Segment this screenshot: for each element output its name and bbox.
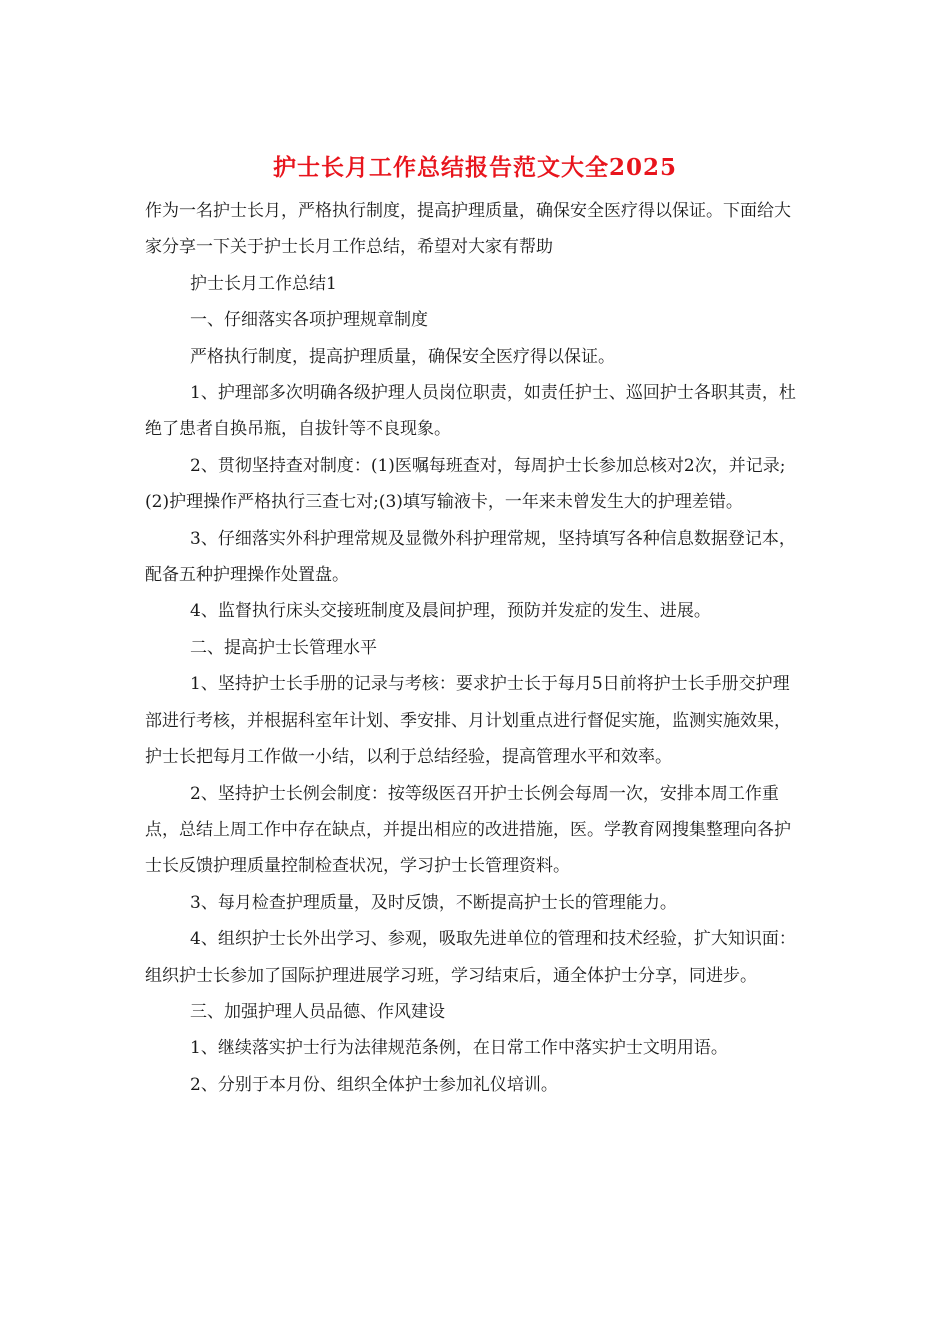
paragraph: 3、仔细落实外科护理常规及显微外科护理常规，坚持填写各种信息数据登记本，配备五种护理操作处置盘。 [145,528,796,586]
paragraph: 4、组织护士长外出学习、参观，吸取先进单位的管理和技术经验，扩大知识面：组织护士长参加了国际护理进展学习班，学习结束后，通全体护士分享，同进步。 [145,929,796,986]
paragraph: 2、坚持护士长例会制度：按等级医召开护士长例会每周一次，安排本周工作重点，总结上周工作中存在缺点，并提出相应的改进措施，医。学教育网搜集整理向各护士长反馈护理质量控制检查状况，学习护士长管理资料。 [145,783,791,877]
paragraph: 1、护理部多次明确各级护理人员岗位职责，如责任护士、巡回护士各职其责，杜绝了患者自换吊瓶，自拔针等不良现象。 [145,383,796,440]
paragraph: 2、分别于本月份、组织全体护士参加礼仪培训。 [190,1074,558,1095]
section-heading: 二、提高护士长管理水平 [190,637,377,658]
paragraph: 作为一名护士长月，严格执行制度，提高护理质量，确保安全医疗得以保证。下面给大家分享一下关于护士长月工作总结，希望对大家有帮助 [145,201,791,258]
paragraph: 1、坚持护士长手册的记录与考核：要求护士长于每月5日前将护士长手册交护理部进行考核，并根据科室年计划、季安排、月计划重点进行督促实施，监测实施效果，护士长把每月工作做一小结，以利于总结经验，提高管理水平和效率。 [145,674,791,768]
paragraph: 3、每月检查护理质量，及时反馈，不断提高护士长的管理能力。 [190,892,677,913]
paragraph: 1、继续落实护士行为法律规范条例，在日常工作中落实护士文明用语。 [190,1038,728,1059]
section-heading: 护士长月工作总结1 [190,273,337,294]
section-heading: 三、加强护理人员品德、作风建设 [190,1001,445,1022]
document-body [145,193,805,1103]
document-title: 护士长月工作总结报告范文大全2025 [272,154,677,181]
paragraph: 2、贯彻坚持查对制度：(1)医嘱每班查对，每周护士长参加总核对2次，并记录;(2)护理操作严格执行三查七对;(3)填写输液卡，一年来未曾发生大的护理差错。 [145,455,786,513]
paragraph: 严格执行制度，提高护理质量，确保安全医疗得以保证。 [190,346,615,367]
section-heading: 一、仔细落实各项护理规章制度 [190,310,428,331]
paragraph: 4、监督执行床头交接班制度及晨间护理，预防并发症的发生、进展。 [190,601,711,622]
